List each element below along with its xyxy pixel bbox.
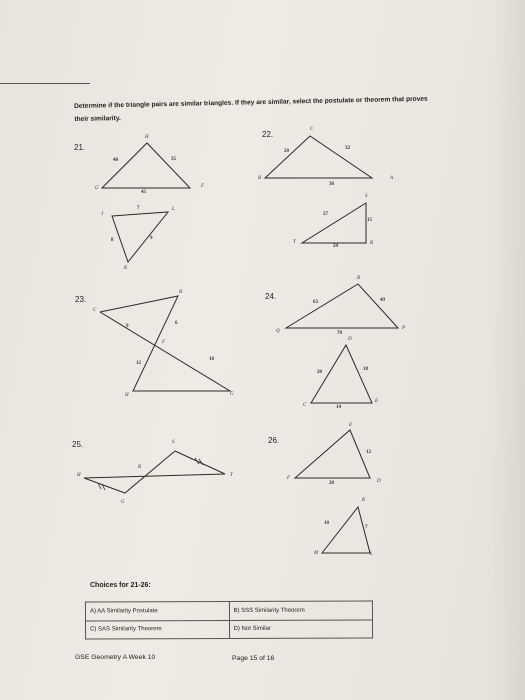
vertex-label: L (172, 207, 175, 212)
side-length: 12 (136, 361, 141, 366)
choice-a[interactable]: A) AA Similarity Postulate (85, 602, 229, 621)
instructions-text: Determine if the triangle pairs are similar triangles. If they are similar, select the postulate or theorem that proves their similarity. (74, 95, 428, 123)
triangle-klm (322, 507, 370, 553)
vertex-label: E (375, 399, 379, 404)
vertex-label: K (124, 266, 128, 271)
vertex-label: L (370, 552, 373, 557)
vertex-label: R (357, 276, 361, 281)
problem-number-26: 26. (268, 436, 280, 445)
triangle-pqr (286, 284, 398, 328)
vertex-label: A (390, 176, 394, 181)
side-length: 24 (333, 244, 338, 249)
choice-b[interactable]: B) SSS Similarity Theorem (229, 601, 373, 620)
choices-title: Choices for 21-26: (90, 582, 151, 589)
vertex-label: R (138, 465, 142, 470)
vertex-label: K (362, 498, 366, 503)
side-length: 12 (366, 450, 371, 455)
side-length: 9 (150, 236, 153, 241)
side-length: 27 (323, 212, 328, 217)
side-length: 7 (137, 206, 140, 211)
side-length: 6 (175, 321, 178, 326)
choices-table (85, 600, 373, 639)
problem-number-22: 22. (262, 130, 274, 139)
choice-d[interactable]: D) Not Similar (229, 619, 373, 638)
vertex-label: F (162, 340, 166, 345)
side-length: 7 (365, 525, 368, 530)
vertex-label: S (365, 194, 368, 199)
problem-number-25: 25. (72, 440, 84, 449)
vertex-label: E (349, 423, 353, 428)
vertex-label: T (293, 240, 296, 245)
side-length: 20 (284, 149, 289, 154)
side-length: 20 (317, 370, 322, 375)
triangle-jlk (112, 212, 168, 262)
side-length: 35 (171, 157, 176, 162)
side-length: 40 (113, 158, 118, 163)
footer-page-number: Page 15 of 16 (232, 655, 275, 662)
side-length: 49 (380, 298, 385, 303)
vertex-label: S (172, 440, 175, 445)
vertex-label: H (125, 393, 129, 398)
vertex-label: T (230, 473, 233, 478)
vertex-label: R (370, 241, 374, 246)
vertex-label: F (287, 476, 291, 481)
vertex-label: G (230, 392, 234, 397)
vertex-label: B (179, 290, 183, 295)
vertex-label: D (377, 479, 381, 484)
vertex-label: C (303, 403, 307, 408)
side-length: 18 (209, 357, 214, 362)
problem-number-21: 21. (74, 143, 86, 152)
side-length: 45 (141, 190, 146, 195)
vertex-label: H (145, 135, 149, 140)
vertex-label: G (121, 500, 125, 505)
side-length: 32 (345, 146, 350, 151)
triangle-25 (84, 451, 225, 493)
triangle-rst (302, 203, 366, 243)
footer-course: GSE Geometry A Week 10 (75, 654, 156, 661)
vertex-label: B (258, 176, 262, 181)
vertex-label: J (101, 212, 104, 217)
vertex-label: C (93, 308, 97, 313)
vertex-label: C (310, 127, 314, 132)
side-length: 18 (363, 367, 368, 372)
side-length: 10 (324, 521, 329, 526)
problem-number-23: 23. (75, 295, 87, 304)
triangle-ghf (102, 143, 190, 188)
vertex-label: D (348, 337, 352, 342)
side-length: 36 (329, 182, 334, 187)
side-length: 63 (313, 300, 318, 305)
side-length: 15 (367, 218, 372, 223)
vertex-label: P (402, 326, 406, 331)
side-length: 9 (126, 324, 129, 329)
triangle-abc (265, 136, 372, 178)
side-length: 70 (337, 331, 342, 336)
side-length: 20 (329, 481, 334, 486)
vertex-label: F (201, 184, 205, 189)
vertex-label: M (314, 551, 319, 556)
side-length: 8 (111, 238, 114, 243)
vertex-label: H (77, 473, 81, 478)
side-length: 14 (336, 405, 341, 410)
choice-c[interactable]: C) SAS Similarity Theorem (86, 620, 230, 639)
problem-number-24: 24. (265, 292, 277, 301)
vertex-label: Q (276, 329, 280, 334)
vertex-label: G (95, 186, 99, 191)
triangle-def (295, 430, 370, 478)
